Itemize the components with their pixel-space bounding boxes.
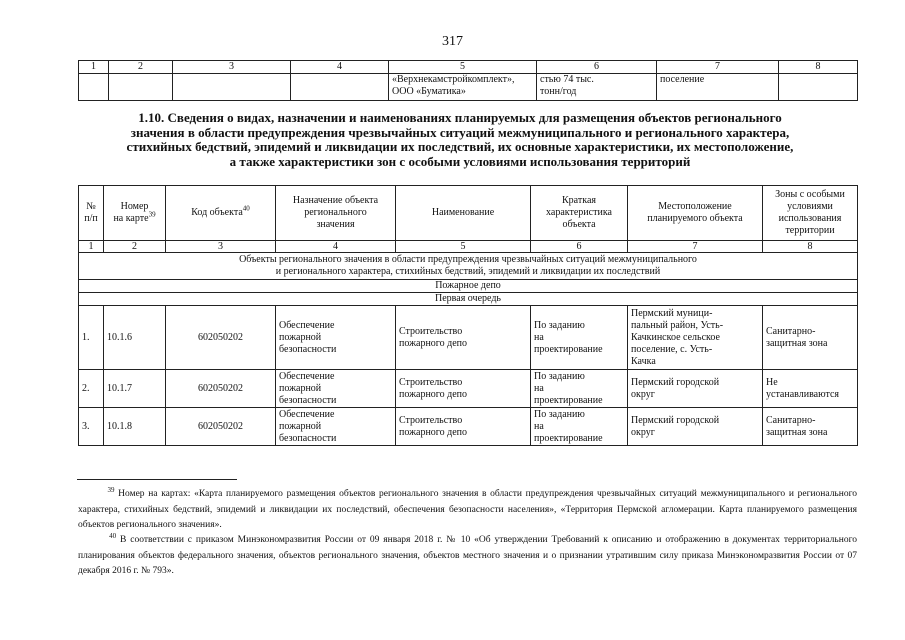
table-row — [79, 74, 858, 101]
col-number: 3 — [173, 61, 291, 74]
col-number: 1 — [79, 61, 109, 74]
cell-zone: Санитарно- защитная зона — [763, 408, 858, 446]
cell-code: 602050202 — [166, 408, 276, 446]
cell-purpose: Обеспечение пожарной безопасности — [276, 370, 396, 408]
cell-characteristics: По заданию на проектирование — [531, 306, 628, 370]
cell-characteristics: По заданию на проектирование — [531, 370, 628, 408]
col-number: 6 — [531, 241, 628, 253]
cell-code: 602050202 — [166, 306, 276, 370]
col-number: 5 — [389, 61, 537, 74]
continued-table — [78, 60, 858, 101]
col-number: 7 — [628, 241, 763, 253]
cell-location: Пермский муници- пальный район, Усть- Качкинское сельское поселение, с. Усть- Качка — [628, 306, 763, 370]
group-title: Объекты регионального значения в области предупреждения чрезвычайных ситуаций межмуниципального и регионального характера, стихийных бедствий, эпидемий и ликвидации их последствий — [79, 253, 858, 280]
section-heading: 1.10. Сведения о видах, назначении и наименованиях планируемых для размещения объектов регионального значения в области предупреждения чрезвычайных ситуаций межмуниципального и регионального характера, стихийных бедствий, эпидемий и ликвидации их последствий, их основные характеристики, их местоположение, а также характеристики зон с особыми условиями использования территорий — [126, 110, 794, 169]
cell-purpose: Обеспечение пожарной безопасности — [276, 408, 396, 446]
table-row — [79, 370, 858, 408]
col-number: 8 — [763, 241, 858, 253]
footnote-mark: 40 — [109, 531, 117, 540]
col-number: 4 — [291, 61, 389, 74]
header-characteristics: Краткая характеристика объекта — [531, 186, 628, 241]
footnote-text: Номер на картах: «Карта планируемого размещения объектов регионального значения в области предупреждения чрезвычайных ситуаций межмуниципального и регионального характера, стихийных бедствий, эпидемий и ликвидации их последствий, обеспечения безопасности населения», «Территория Пермской агломерации. Карта планируемого размещения объектов регионального значения». — [78, 489, 858, 530]
table-row — [79, 306, 858, 370]
cell-location: Пермский городской округ — [628, 370, 763, 408]
cell-purpose: Обеспечение пожарной безопасности — [276, 306, 396, 370]
col-number: 3 — [166, 241, 276, 253]
subgroup-title: Пожарное депо — [79, 280, 858, 293]
cell-map-number: 10.1.8 — [104, 408, 166, 446]
cell-empty — [291, 74, 389, 101]
col-number: 5 — [396, 241, 531, 253]
header-map-number: Номер на карте$^{39}$ — [104, 186, 166, 241]
col-number: 6 — [537, 61, 657, 74]
group-row — [79, 253, 858, 280]
header-no: № п/п — [79, 186, 104, 241]
col-number: 2 — [109, 61, 173, 74]
cell-location: поселение — [657, 74, 779, 101]
subgroup-row — [79, 280, 858, 293]
col-number: 7 — [657, 61, 779, 74]
cell-name: Строительство пожарного депо — [396, 306, 531, 370]
col-number: 4 — [276, 241, 396, 253]
page-number: 317 — [442, 34, 463, 49]
cell-zone: Санитарно- защитная зона — [763, 306, 858, 370]
header-purpose: Назначение объекта регионального значения — [276, 186, 396, 241]
cell-name: Строительство пожарного депо — [396, 370, 531, 408]
cell-owner: «Верхнекамстройкомплект», ООО «Буматика» — [389, 74, 537, 101]
cell-empty — [779, 74, 858, 101]
stage-row — [79, 293, 858, 306]
cell-no: 3. — [79, 408, 104, 446]
header-zones: Зоны с особыми условиями использования территории — [763, 186, 858, 241]
cell-code: 602050202 — [166, 370, 276, 408]
cell-capacity: стью 74 тыс. тонн/год — [537, 74, 657, 101]
col-number: 8 — [779, 61, 858, 74]
footnote-mark: 39 — [107, 485, 115, 494]
footnote-text: В соответствии с приказом Минэкономразвития России от 09 января 2018 г. № 10 «Об утверждении Требований к описанию и отображению в документах территориального планирования объектов федерального значения, объектов регионального значения, объектов местного значения и о признании утратившим силу приказа Минэкономразвития России от 07 декабря 2016 г. № 793». — [78, 535, 857, 576]
footnote-40 — [78, 533, 857, 580]
table-row — [79, 408, 858, 446]
objects-table — [78, 185, 858, 446]
cell-location: Пермский городской округ — [628, 408, 763, 446]
cell-empty — [79, 74, 109, 101]
column-number-row — [79, 61, 858, 74]
cell-name: Строительство пожарного депо — [396, 408, 531, 446]
cell-no: 2. — [79, 370, 104, 408]
cell-no: 1. — [79, 306, 104, 370]
stage-title: Первая очередь — [79, 293, 858, 306]
cell-map-number: 10.1.7 — [104, 370, 166, 408]
col-number: 2 — [104, 241, 166, 253]
cell-empty — [109, 74, 173, 101]
column-number-row — [79, 241, 858, 253]
header-name: Наименование — [396, 186, 531, 241]
cell-characteristics: По заданию на проектирование — [531, 408, 628, 446]
cell-map-number: 10.1.6 — [104, 306, 166, 370]
col-number: 1 — [79, 241, 104, 253]
cell-zone: Не устанавливаются — [763, 370, 858, 408]
footnote-39 — [78, 487, 857, 534]
footnote-separator — [77, 479, 237, 480]
header-location: Местоположение планируемого объекта — [628, 186, 763, 241]
cell-empty — [173, 74, 291, 101]
header-code: Код объекта$^{40}$ — [166, 186, 276, 241]
header-row — [79, 186, 858, 241]
